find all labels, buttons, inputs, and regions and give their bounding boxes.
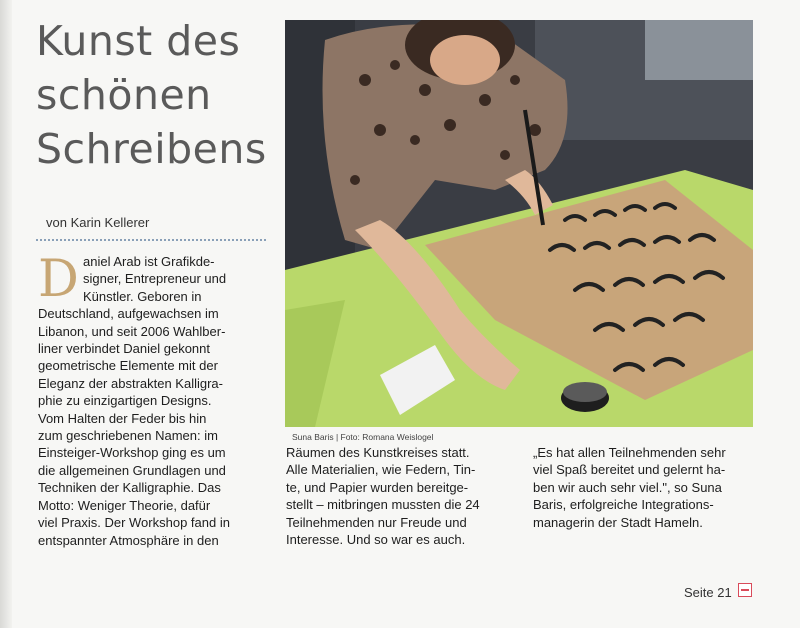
text-line: die allgemeinen Grundlagen und <box>38 462 226 478</box>
article-column-3 <box>533 444 755 531</box>
text-line: Vom Halten der Feder bis hin <box>38 410 207 426</box>
text-line: signer, Entrepreneur und <box>83 271 227 287</box>
title-line-2: schönen <box>36 71 212 119</box>
text-line: Künstler. Geboren in <box>83 288 202 304</box>
text-line: Techniken der Kalligraphie. Das <box>38 480 221 496</box>
magazine-logo-icon <box>738 583 752 597</box>
calligraphy-photo-illustration <box>285 20 753 427</box>
text-line: Alle Materialien, wie Federn, Tin- <box>286 462 476 478</box>
text-line: aniel Arab ist Grafikde- <box>83 254 215 269</box>
text-line: geometrische Elemente mit der <box>38 358 218 374</box>
drop-cap: D <box>38 250 79 309</box>
text-line: Einsteiger-Workshop ging es um <box>38 445 226 461</box>
text-line: Räumen des Kunstkreises statt. <box>286 445 470 460</box>
text-line: entspannter Atmosphäre in den <box>38 532 219 548</box>
text-line: ben wir auch sehr viel.", so Suna <box>533 479 722 495</box>
text-line: Deutschland, aufgewachsen im <box>38 306 219 322</box>
text-line: managerin der Stadt Hameln. <box>533 514 703 530</box>
page-number: Seite 21 <box>684 585 732 600</box>
text-line: zum geschriebenen Namen: im <box>38 428 218 444</box>
text-line: viel Praxis. Der Workshop fand in <box>38 515 230 531</box>
text-line: Teilnehmenden nur Freude und <box>286 514 467 530</box>
text-line: Libanon, und seit 2006 Wahlber- <box>38 323 226 339</box>
text-line: stellt – mitbringen mussten die 24 <box>286 497 480 513</box>
text-line: viel Spaß bereitet und gelernt ha- <box>533 462 726 478</box>
article-column-2 <box>286 444 501 548</box>
article-title <box>36 14 281 176</box>
article-photo <box>285 20 753 427</box>
author-byline: von Karin Kellerer <box>46 215 150 230</box>
photo-caption: Suna Baris | Foto: Romana Weislogel <box>292 432 434 442</box>
text-line: Eleganz der abstrakten Kalligra- <box>38 375 223 391</box>
text-line: „Es hat allen Teilnehmenden sehr <box>533 445 726 460</box>
article-column-1 <box>38 250 270 549</box>
title-line-1: Kunst des <box>36 17 241 65</box>
text-line: liner verbindet Daniel gekonnt <box>38 341 210 357</box>
page-gutter-shadow <box>0 0 12 628</box>
title-line-3: Schreibens <box>36 125 267 173</box>
text-line: Interesse. Und so war es auch. <box>286 532 466 548</box>
text-line: phie zu einzigartigen Designs. <box>38 393 212 409</box>
text-line: te, und Papier wurden bereitge- <box>286 479 469 495</box>
text-line: Motto: Weniger Theorie, dafür <box>38 497 211 513</box>
text-line: Baris, erfolgreiche Integrations- <box>533 497 714 513</box>
byline-divider <box>36 239 266 241</box>
